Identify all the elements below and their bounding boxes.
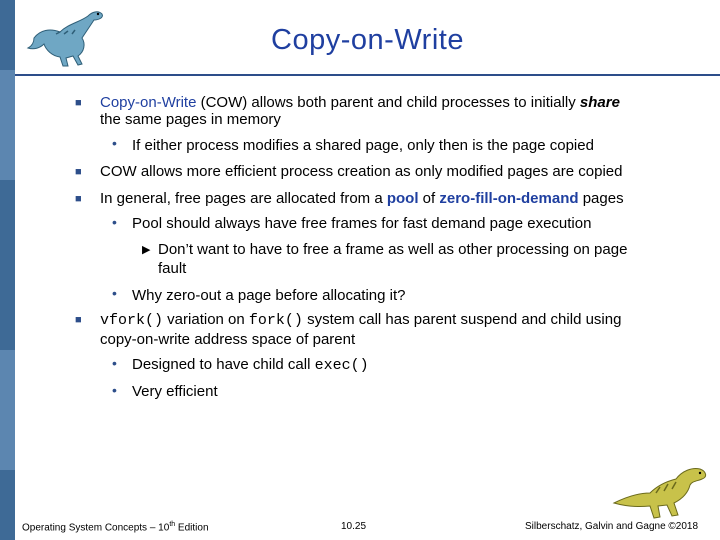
dot-bullet-icon: •: [112, 355, 117, 371]
text-segment: system call has parent suspend and child using: [302, 311, 622, 328]
text-segment: th: [169, 521, 176, 528]
square-bullet-icon: ■: [75, 314, 82, 326]
text-segment: of: [418, 190, 440, 207]
dot-bullet-icon: •: [112, 285, 117, 301]
emphasis-share: share: [579, 94, 620, 111]
dot-bullet-icon: •: [112, 214, 117, 230]
code-fork: fork(): [248, 312, 303, 329]
bullet-vfork: [100, 310, 621, 331]
dot-bullet-icon: •: [112, 382, 117, 398]
text-segment: In general, free pages are allocated from a: [100, 190, 387, 207]
footer-book-title: [22, 521, 209, 533]
subsub-bullet-free-frame-line2: fault: [158, 260, 187, 277]
term-zero-fill-on-demand: zero-fill-on-demand: [439, 190, 579, 207]
square-bullet-icon: ■: [75, 97, 82, 109]
text-segment: Designed to have child call: [132, 356, 315, 373]
sub-bullet-efficient: Very efficient: [132, 383, 218, 400]
dot-bullet-icon: •: [112, 135, 117, 151]
sub-bullet-pool: Pool should always have free frames for fast demand page execution: [132, 215, 592, 232]
text-segment: pages: [578, 190, 624, 207]
bullet-cow-efficient: COW allows more efficient process creation as only modified pages are copied: [100, 163, 623, 180]
footer-copyright: Silberschatz, Galvin and Gagne ©2018: [525, 521, 699, 532]
text-segment: variation on: [163, 311, 249, 328]
footer-page-number: 10.25: [341, 521, 367, 532]
triangle-bullet-icon: ▶: [142, 244, 151, 256]
text-segment: Edition: [175, 522, 209, 534]
dinosaur-footer-icon: [612, 463, 710, 521]
square-bullet-icon: ■: [75, 193, 82, 205]
bullet-vfork-line2: copy-on-write address space of parent: [100, 331, 356, 348]
subsub-bullet-free-frame: Don’t want to have to free a frame as well as other processing on page: [158, 241, 628, 258]
code-exec: exec(): [314, 357, 369, 374]
term-pool: pool: [386, 190, 419, 207]
sub-bullet-exec: [132, 355, 369, 376]
text-segment: (COW) allows both parent and child processes to initially: [196, 94, 580, 111]
sub-bullet-zero-out: Why zero-out a page before allocating it?: [132, 287, 406, 304]
code-vfork: vfork(): [100, 312, 164, 329]
slide-title: Copy-on-Write: [271, 24, 464, 56]
square-bullet-icon: ■: [75, 166, 82, 178]
bullet-free-pages: [100, 189, 624, 209]
term-copy-on-write: Copy-on-Write: [100, 94, 197, 111]
sub-bullet-modify: If either process modifies a shared page, only then is the page copied: [132, 137, 594, 154]
bullet-cow-definition-line2: the same pages in memory: [100, 111, 281, 128]
text-segment: Operating System Concepts – 10: [22, 522, 170, 534]
